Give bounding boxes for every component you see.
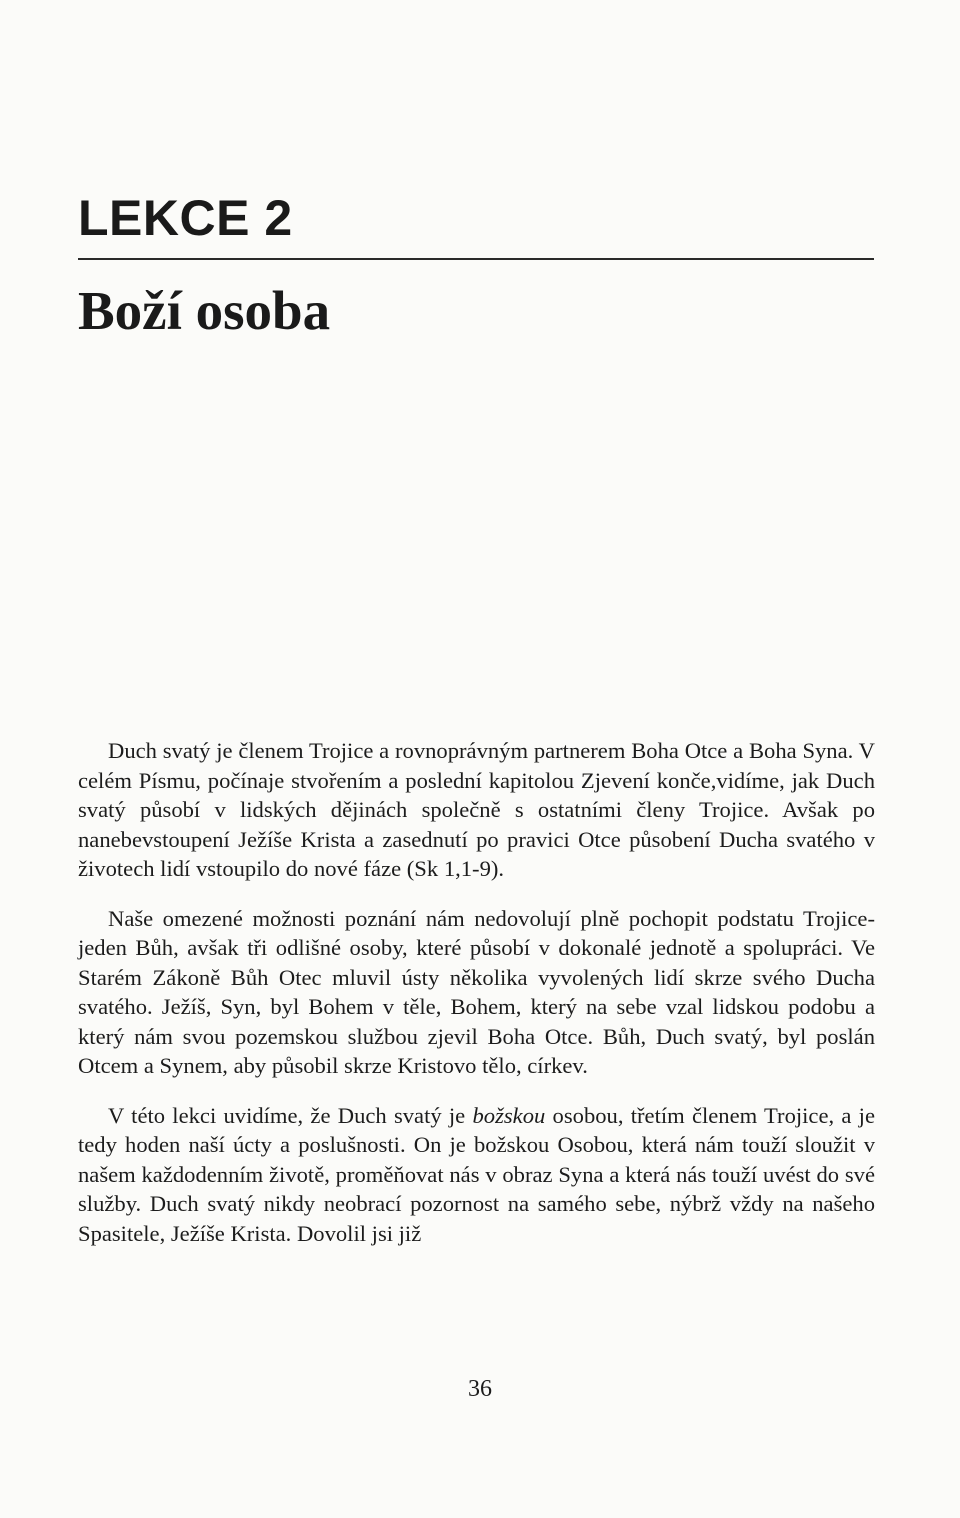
page-number: 36 bbox=[468, 1376, 492, 1402]
lesson-label: LEKCE 2 bbox=[78, 190, 293, 246]
lesson-title: Boží osoba bbox=[78, 280, 331, 341]
heading-divider bbox=[78, 258, 874, 260]
paragraph-3 bbox=[78, 1101, 875, 1249]
paragraph-3-end: osobou, třetím členem Trojice, a je tedy hoden naší úcty a poslušnosti. On je božskou Osobou, která nám touží sloužit v našem každodenním životě, proměňovat nás v obraz Syna a která nás touží uvést do své služby. Duch svatý nikdy neobrací pozornost na samého sebe, nýbrž vždy na našeho Spasitele, Ježíše Krista. Dovolil jsi již bbox=[78, 1102, 875, 1246]
body-text bbox=[78, 736, 875, 1268]
paragraph-3-start: V této lekci uvidíme, že Duch svatý je bbox=[108, 1102, 473, 1128]
emphasis-text: božskou bbox=[472, 1102, 546, 1128]
paragraph-2: Naše omezené možnosti poznání nám nedovolují plně pochopit podstatu Trojice-jeden Bůh, avšak tři odlišné osoby, které působí v dokonalé jednotě a spolupráci. Ve Starém Zákoně Bůh Otec mluvil ústy několika vyvolených lidí skrze svého Ducha svatého. Ježíš, Syn, byl Bohem v těle, Bohem, který na sebe vzal lidskou podobu a který nám svou pozemskou službou zjevil Boha Otce. Bůh, Duch svatý, byl poslán Otcem a Synem, aby působil skrze Kristovo tělo, církev. bbox=[78, 905, 875, 1078]
paragraph-1: Duch svatý je členem Trojice a rovnoprávným partnerem Boha Otce a Boha Syna. V celém Písmu, počínaje stvořením a poslední kapitolou Zjevení konče,vidíme, jak Duch svatý působí v lidských dějinách společně s ostatními členy Trojice. Avšak po nanebevstoupení Ježíše Krista a zasednutí po pravici Otce působení Ducha svatého v životech lidí vstoupilo do nové fáze (Sk 1,1-9). bbox=[78, 738, 875, 881]
